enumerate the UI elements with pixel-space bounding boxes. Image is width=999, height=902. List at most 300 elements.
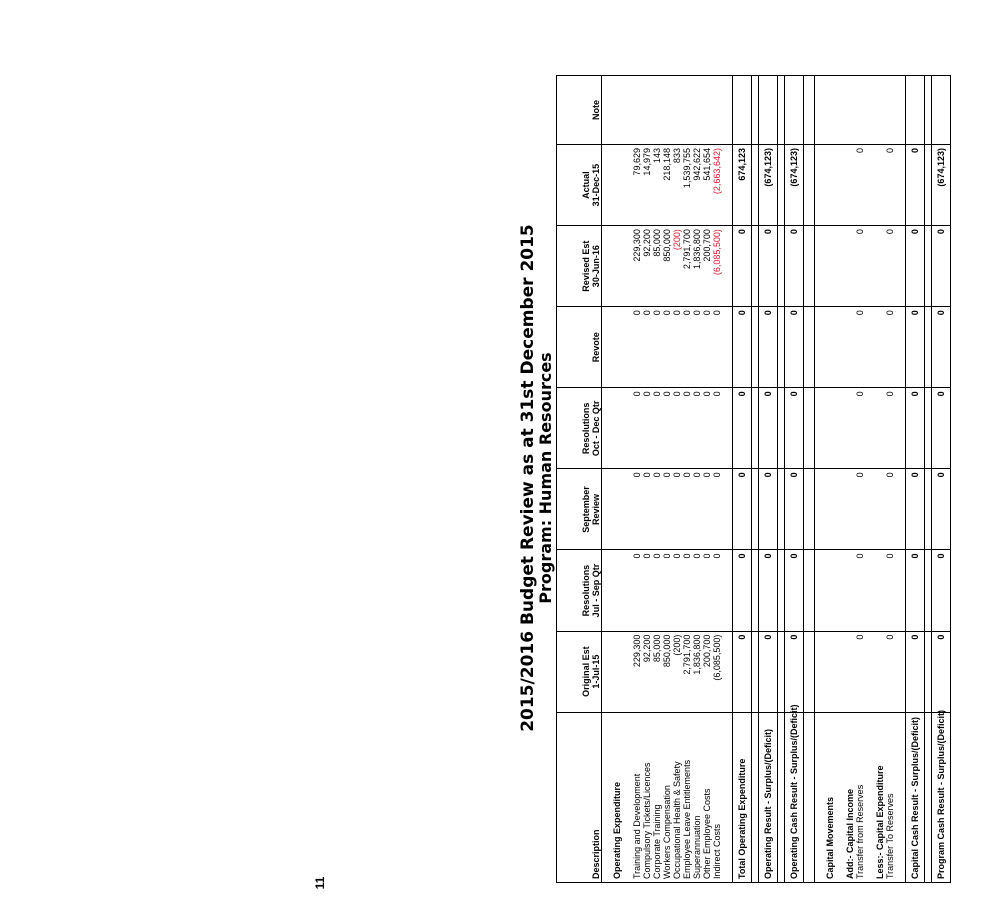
blank-cell — [804, 226, 815, 307]
col-original-l2: 1-Jul-15 — [591, 654, 601, 689]
blank-cell — [875, 469, 885, 550]
blank-cell — [895, 469, 906, 550]
row-label: Workers Compensation — [662, 712, 672, 882]
cell-q2: 0 — [702, 388, 712, 469]
cell-revised: 0 — [932, 226, 951, 307]
blank-cell — [821, 226, 835, 307]
cell-actual: 1,539,755 — [682, 145, 692, 226]
col-actual-l1: Actual — [581, 171, 591, 199]
blank-cell — [622, 469, 632, 550]
cell-original: (6,085,500) — [712, 631, 722, 712]
blank-cell — [845, 145, 855, 226]
table-row — [712, 76, 722, 883]
row-label: Operating Cash Result - Surplus/(Deficit) — [785, 712, 804, 882]
cell-revote: 0 — [652, 307, 662, 388]
blank-cell — [752, 226, 759, 307]
table-body — [602, 76, 951, 883]
col-res-q2-l1: Resolutions — [581, 402, 591, 455]
cell-sept: 0 — [632, 469, 642, 550]
blank-cell — [925, 631, 932, 712]
blank-cell — [875, 550, 885, 631]
blank-desc — [865, 712, 875, 882]
blank-cell — [865, 226, 875, 307]
blank-cell — [622, 631, 632, 712]
note-cell — [855, 76, 865, 145]
blank-cell — [835, 307, 845, 388]
col-revised-l1: Revised Est — [581, 240, 591, 292]
blank-cell — [722, 226, 733, 307]
col-actual — [557, 145, 602, 226]
blank-cell — [778, 469, 785, 550]
blank-note — [622, 76, 632, 145]
col-revised — [557, 226, 602, 307]
budget-page — [519, 73, 999, 883]
page-subtitle: Program: Human Resources — [536, 352, 555, 604]
row-label: Compulsory Tickets/Licences — [642, 712, 652, 882]
cell-sept: 0 — [702, 469, 712, 550]
cell-q1: 0 — [662, 550, 672, 631]
blank-cell — [608, 145, 622, 226]
row-label: Capital Cash Result - Surplus/(Deficit) — [906, 712, 925, 882]
cell-sept: 0 — [855, 469, 865, 550]
total-operating-row — [733, 76, 752, 883]
blank-cell — [835, 550, 845, 631]
blank-cell — [821, 307, 835, 388]
cell-original: 0 — [733, 631, 752, 712]
spacer-row — [835, 76, 845, 883]
row-label: Superannuation — [692, 712, 702, 882]
blank-cell — [722, 307, 733, 388]
capital-income-heading — [845, 76, 855, 883]
note-cell — [759, 76, 778, 145]
blank-cell — [865, 388, 875, 469]
blank-desc — [804, 712, 815, 882]
blank-cell — [925, 145, 932, 226]
cell-actual: (674,123) — [759, 145, 778, 226]
cell-original: 0 — [906, 631, 925, 712]
cell-q2: 0 — [855, 388, 865, 469]
blank-note — [752, 76, 759, 145]
blank-note — [821, 76, 835, 145]
cell-revised: 92,200 — [642, 226, 652, 307]
cell-q1: 0 — [712, 550, 722, 631]
blank-note — [865, 76, 875, 145]
cell-revised: 85,000 — [652, 226, 662, 307]
cell-sept: 0 — [733, 469, 752, 550]
cell-q2: 0 — [759, 388, 778, 469]
note-cell — [652, 76, 662, 145]
note-cell — [692, 76, 702, 145]
blank-cell — [875, 226, 885, 307]
blank-cell — [752, 307, 759, 388]
cell-original: 200,700 — [702, 631, 712, 712]
spacer-row — [925, 76, 932, 883]
note-cell — [632, 76, 642, 145]
blank-cell — [821, 145, 835, 226]
cell-actual: 674,123 — [733, 145, 752, 226]
cell-revote: 0 — [759, 307, 778, 388]
cell-q2: 0 — [785, 388, 804, 469]
blank-cell — [752, 145, 759, 226]
cell-actual: (674,123) — [932, 145, 951, 226]
capital-heading-label: Capital Movements — [821, 712, 835, 882]
blank-note — [804, 76, 815, 145]
cell-original: 0 — [785, 631, 804, 712]
cell-sept: 0 — [906, 469, 925, 550]
cell-revote: 0 — [632, 307, 642, 388]
blank-cell — [845, 469, 855, 550]
row-label: Corporate Training — [652, 712, 662, 882]
cell-original: 2,791,700 — [682, 631, 692, 712]
col-description: Description — [557, 712, 602, 882]
blank-cell — [925, 307, 932, 388]
blank-note — [845, 76, 855, 145]
cell-q1: 0 — [672, 550, 682, 631]
col-res-q1 — [557, 550, 602, 631]
blank-cell — [804, 307, 815, 388]
blank-cell — [821, 550, 835, 631]
row-label: Other Employee Costs — [702, 712, 712, 882]
blank-cell — [804, 145, 815, 226]
cell-original: 1,836,800 — [692, 631, 702, 712]
note-cell — [682, 76, 692, 145]
cell-revote: 0 — [712, 307, 722, 388]
blank-desc — [722, 712, 733, 882]
note-cell — [662, 76, 672, 145]
blank-cell — [865, 469, 875, 550]
blank-cell — [722, 469, 733, 550]
blank-cell — [804, 550, 815, 631]
cell-sept: 0 — [785, 469, 804, 550]
blank-cell — [895, 388, 906, 469]
blank-cell — [608, 226, 622, 307]
cell-revote: 0 — [932, 307, 951, 388]
cell-q2: 0 — [906, 388, 925, 469]
cell-q2: 0 — [885, 388, 895, 469]
cell-q1: 0 — [906, 550, 925, 631]
col-res-q2 — [557, 388, 602, 469]
spacer-row — [778, 76, 785, 883]
cell-original: 229,300 — [632, 631, 642, 712]
operating-heading — [608, 76, 622, 883]
cell-q2: 0 — [642, 388, 652, 469]
blank-cell — [821, 388, 835, 469]
blank-cell — [804, 388, 815, 469]
blank-cell — [865, 631, 875, 712]
cell-actual: 541,654 — [702, 145, 712, 226]
cell-revote: 0 — [702, 307, 712, 388]
cell-q2: 0 — [682, 388, 692, 469]
blank-cell — [895, 631, 906, 712]
page-number: 11 — [313, 876, 327, 890]
blank-desc — [622, 712, 632, 882]
blank-cell — [752, 388, 759, 469]
cell-original: 0 — [759, 631, 778, 712]
blank-cell — [752, 469, 759, 550]
blank-cell — [835, 388, 845, 469]
cell-revised: (6,085,500) — [712, 226, 722, 307]
blank-cell — [722, 388, 733, 469]
capital-heading — [821, 76, 835, 883]
cell-revote: 0 — [662, 307, 672, 388]
cell-sept: 0 — [662, 469, 672, 550]
blank-cell — [865, 550, 875, 631]
blank-cell — [845, 631, 855, 712]
cell-revised: 0 — [785, 226, 804, 307]
cell-revised: 1,836,800 — [692, 226, 702, 307]
cell-revote: 0 — [682, 307, 692, 388]
cell-q1: 0 — [652, 550, 662, 631]
cell-actual: 942,622 — [692, 145, 702, 226]
cell-actual: 0 — [855, 145, 865, 226]
blank-cell — [778, 631, 785, 712]
cell-revote: 0 — [642, 307, 652, 388]
table-row — [702, 76, 712, 883]
blank-note — [925, 76, 932, 145]
blank-cell — [804, 631, 815, 712]
operating-result-row — [759, 76, 778, 883]
cell-sept: 0 — [759, 469, 778, 550]
spacer-row — [752, 76, 759, 883]
blank-cell — [622, 145, 632, 226]
blank-cell — [865, 307, 875, 388]
cell-q2: 0 — [672, 388, 682, 469]
cell-sept: 0 — [652, 469, 662, 550]
blank-desc — [895, 712, 906, 882]
cell-revote: 0 — [672, 307, 682, 388]
blank-cell — [895, 226, 906, 307]
cell-q1: 0 — [932, 550, 951, 631]
cell-revised: 0 — [906, 226, 925, 307]
col-original-l1: Original Est — [581, 646, 591, 697]
blank-cell — [925, 226, 932, 307]
blank-cell — [865, 145, 875, 226]
blank-desc — [835, 712, 845, 882]
cell-revised: 850,000 — [662, 226, 672, 307]
cell-sept: 0 — [692, 469, 702, 550]
spacer-row — [895, 76, 906, 883]
blank-cell — [608, 550, 622, 631]
cell-revised: 2,791,700 — [682, 226, 692, 307]
capital-income-row — [855, 76, 865, 883]
cell-original: 0 — [885, 631, 895, 712]
cell-actual: 14,979 — [642, 145, 652, 226]
blank-cell — [835, 226, 845, 307]
cell-sept: 0 — [885, 469, 895, 550]
cell-revised: 200,700 — [702, 226, 712, 307]
cell-actual: 218,148 — [662, 145, 672, 226]
blank-cell — [752, 631, 759, 712]
cell-original: 85,000 — [652, 631, 662, 712]
cell-original: 850,000 — [662, 631, 672, 712]
cell-revote: 0 — [733, 307, 752, 388]
spacer-row — [865, 76, 875, 883]
note-cell — [906, 76, 925, 145]
cell-q1: 0 — [733, 550, 752, 631]
blank-cell — [845, 226, 855, 307]
col-september-l2: Review — [591, 493, 601, 525]
capital-income-heading-label: Add:- Capital Income — [845, 712, 855, 882]
blank-cell — [778, 226, 785, 307]
col-res-q1-l1: Resolutions — [581, 564, 591, 617]
blank-cell — [778, 307, 785, 388]
blank-note — [608, 76, 622, 145]
col-original — [557, 631, 602, 712]
cell-sept: 0 — [682, 469, 692, 550]
spacer-row — [804, 76, 815, 883]
col-revote: Revote — [557, 307, 602, 388]
blank-cell — [722, 550, 733, 631]
cell-q1: 0 — [702, 550, 712, 631]
program-cash-row — [932, 76, 951, 883]
cell-q2: 0 — [632, 388, 642, 469]
blank-cell — [895, 307, 906, 388]
blank-cell — [925, 388, 932, 469]
cell-q1: 0 — [632, 550, 642, 631]
cell-q2: 0 — [662, 388, 672, 469]
table-row — [632, 76, 642, 883]
blank-cell — [778, 550, 785, 631]
blank-cell — [752, 550, 759, 631]
cell-actual: (2,663,642) — [712, 145, 722, 226]
col-res-q2-l2: Oct - Dec Qtr — [591, 400, 601, 457]
note-cell — [885, 76, 895, 145]
cell-q1: 0 — [759, 550, 778, 631]
cell-original: (200) — [672, 631, 682, 712]
cell-q1: 0 — [682, 550, 692, 631]
title-block — [519, 73, 555, 883]
blank-cell — [835, 631, 845, 712]
blank-cell — [925, 469, 932, 550]
cell-revised: 0 — [759, 226, 778, 307]
col-september-l1: September — [581, 486, 591, 533]
table-row — [652, 76, 662, 883]
capital-exp-row — [885, 76, 895, 883]
spacer-row — [622, 76, 632, 883]
blank-cell — [622, 226, 632, 307]
note-cell — [733, 76, 752, 145]
capital-exp-heading — [875, 76, 885, 883]
blank-cell — [821, 469, 835, 550]
blank-cell — [895, 145, 906, 226]
cell-actual: (674,123) — [785, 145, 804, 226]
note-cell — [785, 76, 804, 145]
cell-revised: (200) — [672, 226, 682, 307]
cell-original: 92,200 — [642, 631, 652, 712]
cell-revote: 0 — [692, 307, 702, 388]
note-cell — [702, 76, 712, 145]
blank-cell — [722, 145, 733, 226]
blank-cell — [608, 388, 622, 469]
row-label: Operating Result - Surplus/(Deficit) — [759, 712, 778, 882]
blank-cell — [875, 388, 885, 469]
cell-sept: 0 — [932, 469, 951, 550]
blank-desc — [752, 712, 759, 882]
blank-note — [722, 76, 733, 145]
blank-note — [895, 76, 906, 145]
cell-q1: 0 — [885, 550, 895, 631]
blank-cell — [895, 550, 906, 631]
cell-q2: 0 — [733, 388, 752, 469]
cell-q1: 0 — [692, 550, 702, 631]
blank-cell — [608, 307, 622, 388]
blank-cell — [845, 307, 855, 388]
blank-cell — [925, 550, 932, 631]
capital-cash-row — [906, 76, 925, 883]
cell-revote: 0 — [785, 307, 804, 388]
note-cell — [712, 76, 722, 145]
blank-cell — [622, 307, 632, 388]
blank-cell — [875, 631, 885, 712]
blank-cell — [835, 145, 845, 226]
row-label: Employee Leave Entitlements — [682, 712, 692, 882]
col-res-q1-l2: Jul - Sep Qtr — [591, 563, 601, 618]
cell-q1: 0 — [855, 550, 865, 631]
cell-revised: 0 — [733, 226, 752, 307]
operating-cash-row — [785, 76, 804, 883]
cell-revote: 0 — [906, 307, 925, 388]
cell-sept: 0 — [642, 469, 652, 550]
cell-original: 0 — [855, 631, 865, 712]
cell-q1: 0 — [642, 550, 652, 631]
cell-q1: 0 — [785, 550, 804, 631]
cell-actual: 0 — [885, 145, 895, 226]
blank-cell — [778, 145, 785, 226]
row-label: Occupational Health & Safety — [672, 712, 682, 882]
table-row — [642, 76, 652, 883]
cell-actual: 79,629 — [632, 145, 642, 226]
table-row — [682, 76, 692, 883]
cell-revised: 0 — [885, 226, 895, 307]
table-row — [662, 76, 672, 883]
cell-q2: 0 — [712, 388, 722, 469]
blank-cell — [608, 469, 622, 550]
cell-q2: 0 — [652, 388, 662, 469]
blank-cell — [821, 631, 835, 712]
header-row — [557, 76, 602, 883]
cell-revised: 229,300 — [632, 226, 642, 307]
cell-q2: 0 — [932, 388, 951, 469]
col-september — [557, 469, 602, 550]
page-title: 2015/2016 Budget Review as at 31st December 2015 — [518, 224, 538, 732]
blank-note — [778, 76, 785, 145]
cell-revote: 0 — [855, 307, 865, 388]
cell-q2: 0 — [692, 388, 702, 469]
row-label: Total Operating Expenditure — [733, 712, 752, 882]
capital-exp-heading-label: Less:- Capital Expenditure — [875, 712, 885, 882]
blank-cell — [845, 388, 855, 469]
blank-cell — [835, 469, 845, 550]
table-row — [692, 76, 702, 883]
table-row — [672, 76, 682, 883]
col-note: Note — [557, 76, 602, 145]
note-cell — [932, 76, 951, 145]
blank-desc — [778, 712, 785, 882]
cell-revised: 0 — [855, 226, 865, 307]
row-label: Indirect Costs — [712, 712, 722, 882]
cell-sept: 0 — [672, 469, 682, 550]
blank-cell — [778, 388, 785, 469]
blank-note — [875, 76, 885, 145]
cell-actual: 143 — [652, 145, 662, 226]
blank-cell — [875, 307, 885, 388]
cell-actual: 833 — [672, 145, 682, 226]
blank-note — [835, 76, 845, 145]
row-label: Transfer To Reserves — [885, 712, 895, 882]
blank-cell — [622, 388, 632, 469]
cell-revote: 0 — [885, 307, 895, 388]
budget-table — [556, 75, 951, 883]
